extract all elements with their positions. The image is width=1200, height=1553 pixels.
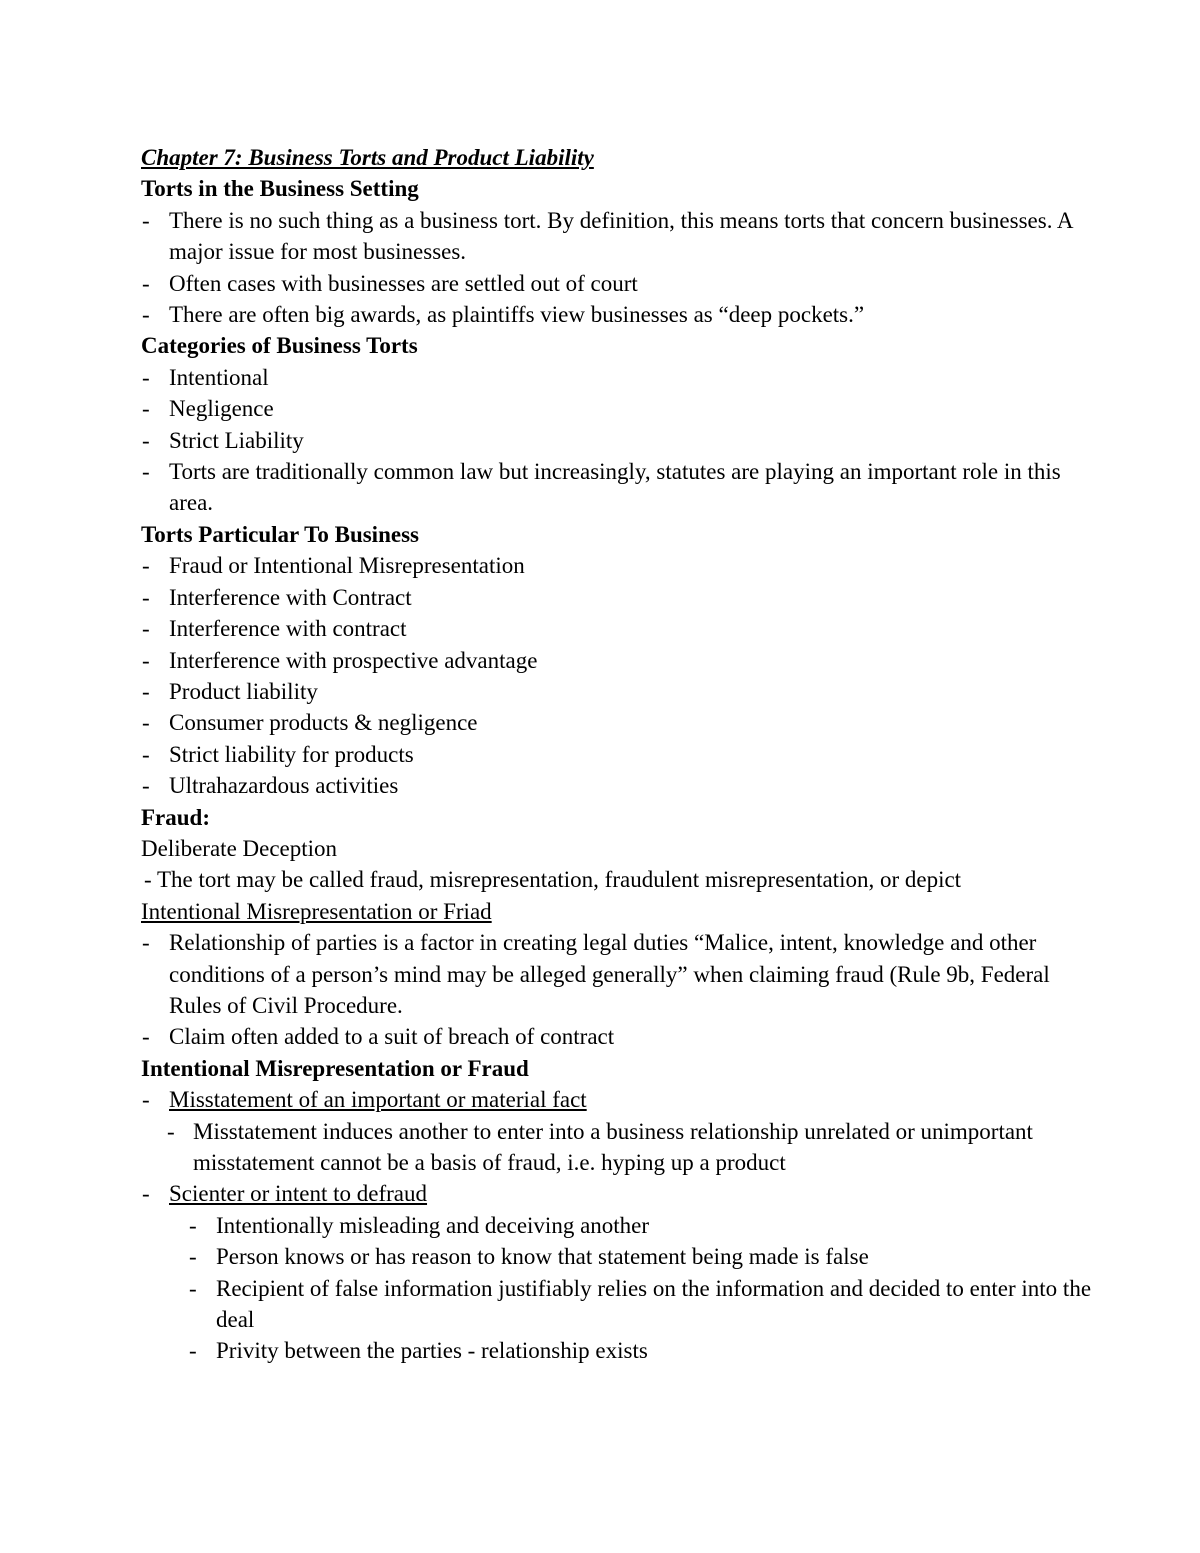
fraud-underlined-heading: Intentional Misrepresentation or Friad: [141, 898, 492, 924]
list-item: - Fraud or Intentional Misrepresentation: [141, 550, 1101, 581]
section-heading-fraud: Fraud:: [141, 804, 210, 830]
misrep-item2-text: Scienter or intent to defraud: [169, 1181, 428, 1207]
list-item: - Recipient of false information justifiably relies on the information and decided to enter into the deal: [141, 1273, 1101, 1336]
list-item: - Interference with Contract: [141, 582, 1101, 613]
section-heading-setting: Torts in the Business Setting: [141, 176, 419, 202]
misrep-item1-text: Misstatement of an important or material fact: [169, 1087, 587, 1113]
section-heading-categories: Categories of Business Torts: [141, 333, 418, 359]
list-item: - Relationship of parties is a factor in creating legal duties “Malice, intent, knowledge and other conditions of a person’s mind may be alleged generally” when claiming fraud (Rule 9b, Federal Rules of Civil Procedure.: [141, 927, 1101, 1021]
list-item: - Strict Liability: [141, 425, 1101, 456]
list-item: - Intentional: [141, 362, 1101, 393]
list-item: - Torts are traditionally common law but increasingly, statutes are playing an important role in this area.: [141, 456, 1101, 519]
list-item: - Interference with prospective advantage: [141, 645, 1101, 676]
list-item: - Strict liability for products: [141, 739, 1101, 770]
fraud-list: [141, 927, 1101, 1053]
document-page: [141, 142, 1101, 1367]
list-item: - Intentionally misleading and deceiving another: [141, 1210, 1101, 1241]
document-title: Chapter 7: Business Torts and Product Liability: [141, 145, 594, 170]
section-heading-misrep: Intentional Misrepresentation or Fraud: [141, 1055, 529, 1081]
list-item: - Consumer products & negligence: [141, 707, 1101, 738]
list-item: - Negligence: [141, 393, 1101, 424]
particular-list: [141, 550, 1101, 801]
list-item: - Ultrahazardous activities: [141, 770, 1101, 801]
misrep-sublist-1: [141, 1116, 1101, 1179]
misrep-list-2: [141, 1178, 1101, 1209]
list-item: - Privity between the parties - relationship exists: [141, 1335, 1101, 1366]
setting-list: [141, 205, 1101, 331]
fraud-subheading: Deliberate Deception: [141, 835, 338, 861]
categories-list: [141, 362, 1101, 519]
list-item: - Person knows or has reason to know that statement being made is false: [141, 1241, 1101, 1272]
list-item: - Misstatement induces another to enter into a business relationship unrelated or unimportant misstatement cannot be a basis of fraud, i.e. hyping up a product: [141, 1116, 1101, 1179]
list-item: [141, 1178, 1101, 1209]
list-item: - Interference with contract: [141, 613, 1101, 644]
misrep-sublist-2: [141, 1210, 1101, 1367]
section-heading-particular: Torts Particular To Business: [141, 521, 419, 547]
fraud-dash-line: - The tort may be called fraud, misrepresentation, fraudulent misrepresentation, or depict: [144, 867, 962, 893]
list-item: - Often cases with businesses are settled out of court: [141, 268, 1101, 299]
list-item: - There are often big awards, as plaintiffs view businesses as “deep pockets.”: [141, 299, 1101, 330]
misrep-list: [141, 1084, 1101, 1115]
list-item: - Claim often added to a suit of breach of contract: [141, 1021, 1101, 1052]
list-item: - There is no such thing as a business tort. By definition, this means torts that concern businesses. A major issue for most businesses.: [141, 205, 1101, 268]
list-item: [141, 1084, 1101, 1115]
list-item: - Product liability: [141, 676, 1101, 707]
